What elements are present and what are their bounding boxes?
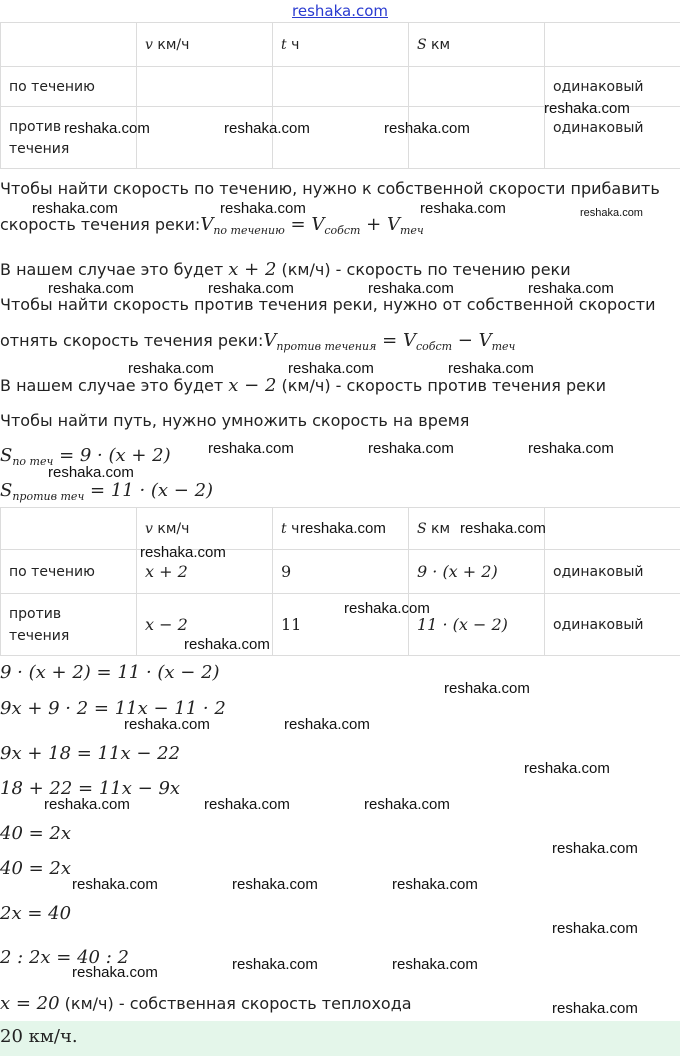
table-1-header [1,23,680,67]
watermark: reshaka.com [64,120,150,137]
watermark: reshaka.com [344,600,430,617]
table-cell: против течения [1,594,137,656]
table-2-header-cell [1,508,137,550]
watermark: reshaka.com [384,120,470,137]
watermark: reshaka.com [208,440,294,457]
table-cell: 9 · (x + 2) [409,550,545,594]
watermark: reshaka.com [580,207,643,219]
table-1-header-cell [1,23,137,67]
text-line: В нашем случае это будет x + 2 (км/ч) - скорость по течению реки [0,259,571,280]
watermark: reshaka.com [224,120,310,137]
table-1-header-speed: v км/ч [137,23,273,67]
table-cell: по течению [1,67,137,107]
watermark: reshaka.com [364,796,450,813]
watermark: reshaka.com [460,520,546,537]
table-cell: одинаковый [545,550,680,594]
watermark: reshaka.com [288,360,374,377]
table-cell [137,67,273,107]
table-2-header-distance: S км [409,508,545,550]
table-row [1,594,680,656]
watermark: reshaka.com [524,760,610,777]
watermark: reshaka.com [232,876,318,893]
table-cell: одинаковый [545,594,680,656]
equation: 9x + 18 = 11x − 22 [0,743,181,764]
table-cell: одинаковый [545,107,680,169]
table-1 [0,22,680,169]
table-cell [273,67,409,107]
watermark: reshaka.com [392,876,478,893]
answer-text: 20 км/ч. [0,1026,78,1047]
watermark: reshaka.com [284,716,370,733]
text-line: В нашем случае это будет x − 2 (км/ч) - скорость против течения реки [0,375,607,396]
table-cell: против течения [1,107,137,169]
watermark: reshaka.com [124,716,210,733]
watermark: reshaka.com [232,956,318,973]
watermark: reshaka.com [544,100,630,117]
watermark: reshaka.com [184,636,270,653]
watermark: reshaka.com [32,200,118,217]
table-1-header-distance: S км [409,23,545,67]
watermark: reshaka.com [220,200,306,217]
formula-line: $S_{против теч} = 11 \cdot (x - 2)$ [0,480,214,503]
site-link[interactable]: reshaka.com [292,2,388,20]
table-cell: по течению [1,550,137,594]
table-cell: x − 2 [137,594,273,656]
equation: 40 = 2x [0,823,72,844]
watermark: reshaka.com [552,840,638,857]
table-1-header-time: t ч [273,23,409,67]
formula-line: $S_{по теч} = 9 \cdot (x + 2)$ [0,445,171,468]
formula-line [0,214,424,242]
watermark: reshaka.com [552,1000,638,1017]
watermark: reshaka.com [300,520,386,537]
watermark: reshaka.com [48,280,134,297]
text-line: Чтобы найти скорость против течения реки, нужно от собственной скорости [0,295,656,314]
text-line: Чтобы найти скорость по течению, нужно к собственной скорости прибавить [0,179,660,198]
table-cell: x + 2 [137,550,273,594]
table-2-header-time: t ч [273,508,409,550]
formula-line: отнять скорость течения $реки:V_{против течения} = V_{собст} - V_{теч}$ [0,330,516,353]
watermark: reshaka.com [392,956,478,973]
equation: 2 : 2x = 40 : 2 [0,947,129,968]
watermark: reshaka.com [208,280,294,297]
watermark: reshaka.com [48,464,134,481]
text-line: Чтобы найти путь, нужно умножить скорость на время [0,411,470,430]
table-row [1,550,680,594]
watermark: reshaka.com [444,680,530,697]
watermark: reshaka.com [368,280,454,297]
watermark: reshaka.com [368,440,454,457]
equation: 9 · (x + 2) = 11 · (x − 2) [0,662,220,683]
watermark: reshaka.com [140,544,226,561]
equation: 2x = 40 [0,903,72,924]
equation: 9x + 9 · 2 = 11x − 11 · 2 [0,698,226,719]
watermark: reshaka.com [552,920,638,937]
watermark: reshaka.com [128,360,214,377]
answer-box [0,1021,680,1056]
final-line: x = 20 (км/ч) - собственная скорость теплохода [0,993,412,1014]
table-2-header-speed: v км/ч [137,508,273,550]
equation: 18 + 22 = 11x − 9x [0,778,181,799]
table-cell: 9 [273,550,409,594]
table-cell: 11 · (x − 2) [409,594,545,656]
watermark: reshaka.com [72,964,158,981]
table-cell: одинаковый [545,67,680,107]
watermark: reshaka.com [448,360,534,377]
watermark: reshaka.com [420,200,506,217]
table-2-header-cell [545,508,680,550]
equation: 40 = 2x [0,858,72,879]
watermark: reshaka.com [528,440,614,457]
watermark: reshaka.com [204,796,290,813]
table-cell [409,67,545,107]
formula: $V_{против течения} = V_{собст} - V_{теч}$ [263,330,516,353]
formula: $V_{по течению} = V_{собст} + V_{теч}$ [200,214,424,237]
table-1-header-cell [545,23,680,67]
table-cell: 11 [273,594,409,656]
watermark: reshaka.com [44,796,130,813]
watermark: reshaka.com [72,876,158,893]
text-span: скорость течения реки: [0,215,201,234]
watermark: reshaka.com [528,280,614,297]
